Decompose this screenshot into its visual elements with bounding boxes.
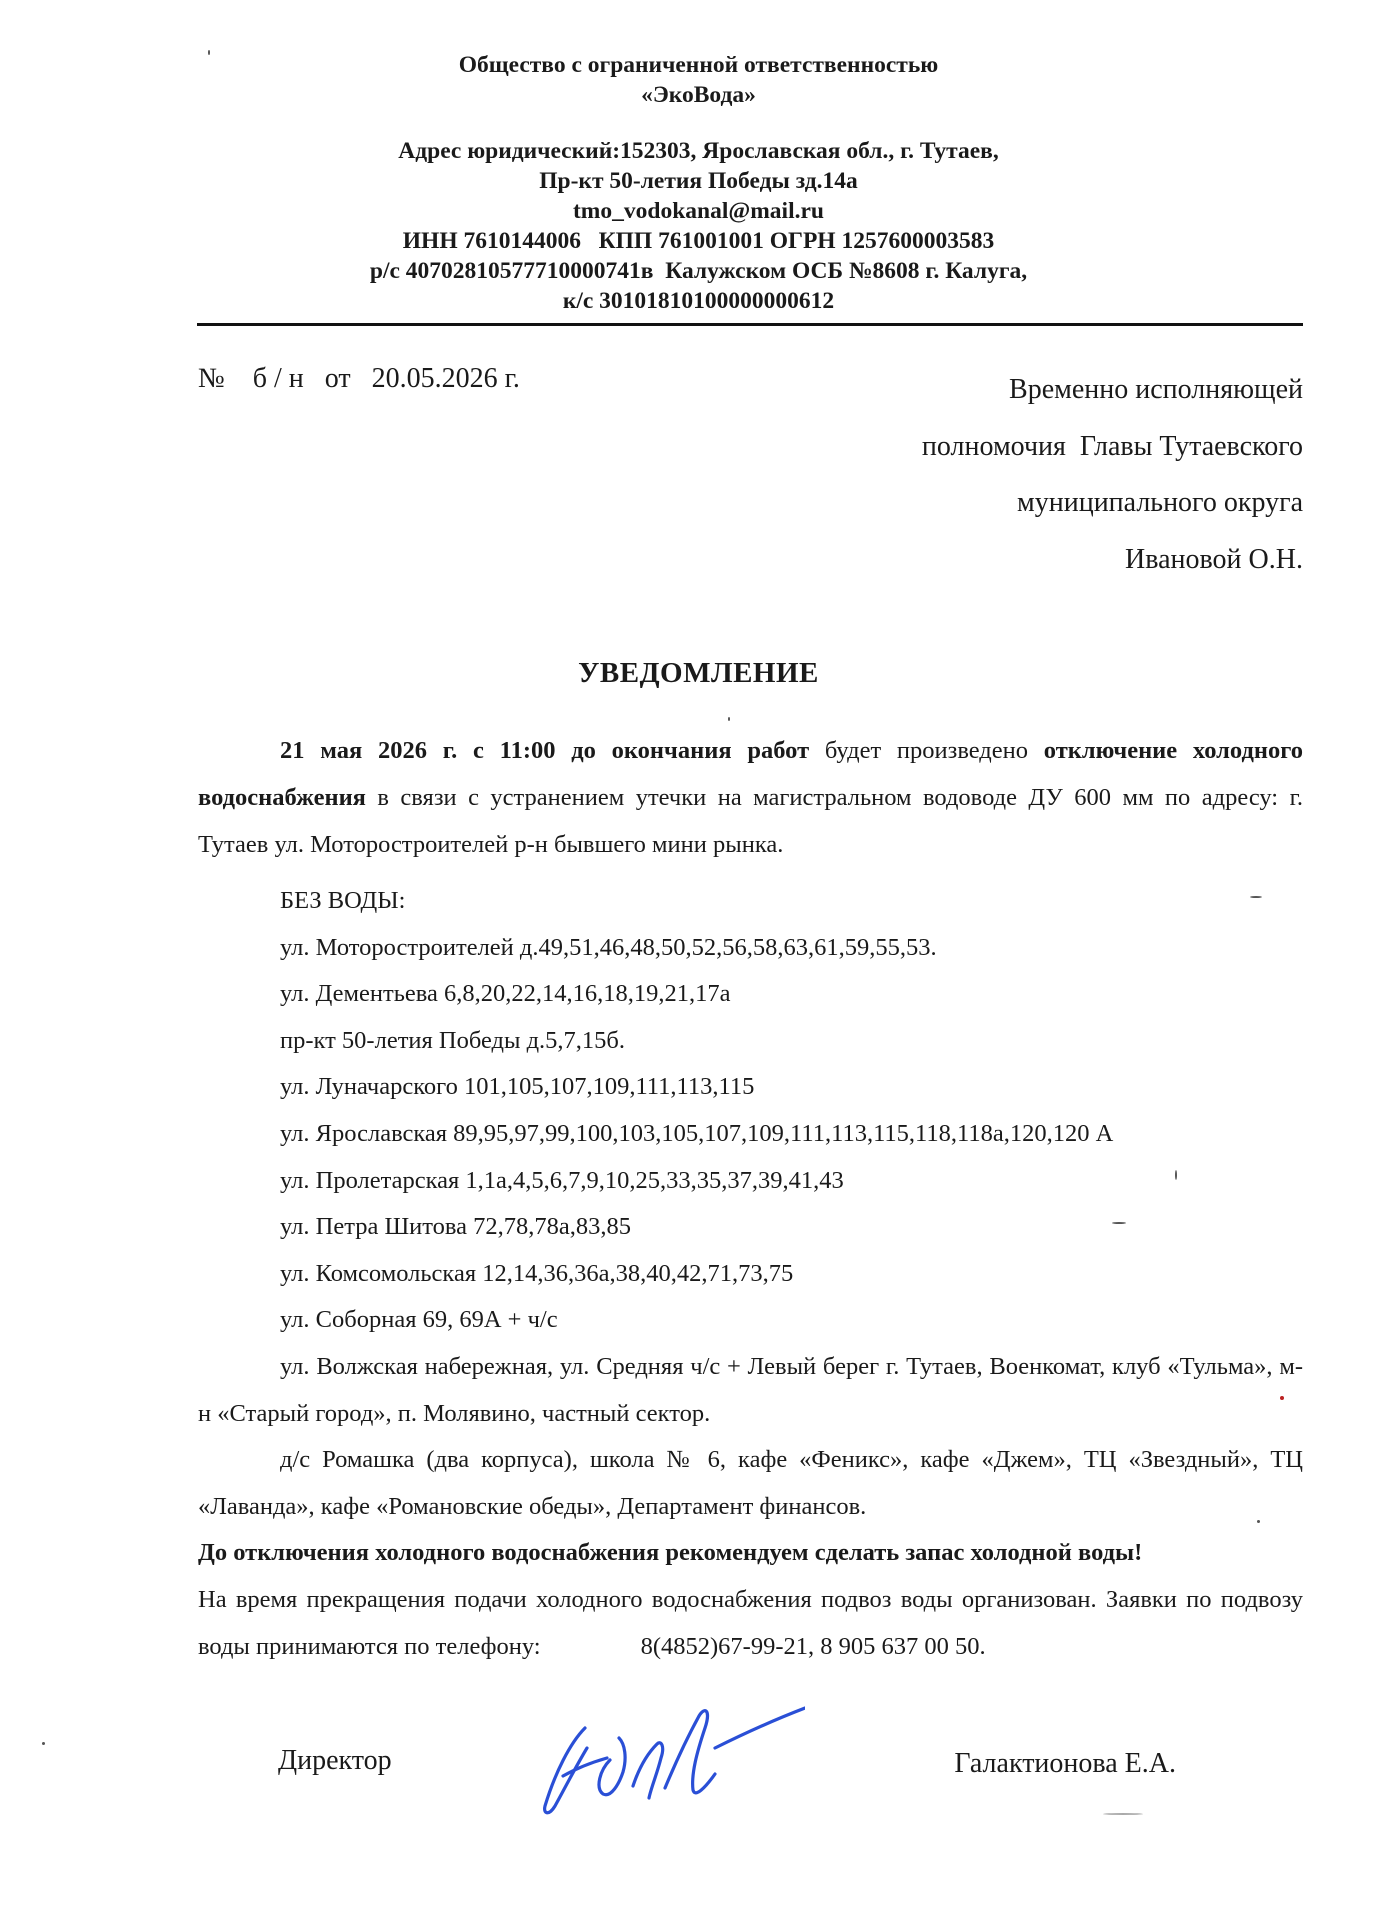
scan-speck bbox=[1257, 1520, 1260, 1523]
addressee-line1: Временно исполняющей bbox=[1009, 374, 1303, 405]
signer-name: Галактионова Е.А. bbox=[954, 1748, 1176, 1779]
outage-date: 21 мая 2026 г. с 11:00 до окончания работ bbox=[280, 737, 810, 764]
document-number: № б / н от 20.05.2026 г. bbox=[198, 363, 520, 394]
scan-speck bbox=[1112, 1222, 1126, 1224]
handwritten-signature bbox=[515, 1688, 805, 1828]
org-name-line1: Общество с ограниченной ответственностью bbox=[458, 52, 939, 78]
scan-speck bbox=[42, 1742, 45, 1745]
legal-address-line1: Адрес юридический:152303, Ярославская обл., г. Тутаев, bbox=[398, 138, 999, 164]
street-item: ул. Комсомольская 12,14,36,36а,38,40,42,71,73,75 bbox=[280, 1259, 794, 1287]
scan-speck bbox=[1280, 1396, 1284, 1400]
phone-numbers: 8(4852)67-99-21, 8 905 637 00 50. bbox=[640, 1632, 986, 1660]
scan-speck bbox=[1175, 1170, 1177, 1180]
street-item: ул. Луначарского 101,105,107,109,111,113,115 bbox=[280, 1073, 755, 1101]
scan-speck bbox=[208, 50, 210, 55]
delivery-paragraph bbox=[198, 1577, 1303, 1670]
street-item: ул. Дементьева 6,8,20,22,14,16,18,19,21,17а bbox=[280, 980, 731, 1008]
street-item: ул. Моторостроителей д.49,51,46,48,50,52,56,58,63,61,59,55,53. bbox=[280, 933, 937, 961]
addressee-block bbox=[922, 362, 1303, 588]
scan-speck bbox=[728, 717, 730, 721]
no-water-heading: БЕЗ ВОДЫ: bbox=[280, 887, 406, 914]
objects-item: д/с Ромашка (два корпуса), школа № 6, кафе «Феникс», кафе «Джем», ТЦ «Звездный», ТЦ «Лаванда», кафе «Романовские обеды», Департамент финансов. bbox=[198, 1446, 1303, 1520]
signer-position: Директор bbox=[278, 1745, 392, 1776]
addressee-line3: муниципального округа bbox=[1017, 487, 1303, 518]
requisites-line1: ИНН 7610144006 КПП 761001001 ОГРН 1257600003583 bbox=[402, 228, 995, 254]
header-divider bbox=[197, 323, 1303, 326]
volga-area-item: ул. Волжская набережная, ул. Средняя ч/с + Левый берег г. Тутаев, Военкомат, клуб «Тульма», м-н «Старый город», п. Молявино, частный сектор. bbox=[198, 1352, 1303, 1427]
street-item: ул. Петра Шитова 72,78,78а,83,85 bbox=[280, 1213, 632, 1241]
letterhead-details bbox=[0, 136, 1397, 316]
scan-speck bbox=[1103, 1813, 1143, 1815]
delivery-text: На время прекращения подачи холодного водоснабжения подвоз воды организован. Заявки по подвозу воды принимаются по телефону: bbox=[198, 1585, 1303, 1660]
affected-list bbox=[198, 878, 1303, 1670]
lead-mid-text: будет произведено bbox=[809, 737, 1044, 764]
document-title: УВЕДОМЛЕНИЕ bbox=[578, 657, 819, 689]
scan-speck bbox=[1250, 896, 1262, 898]
lead-paragraph bbox=[198, 727, 1303, 868]
lead-rest-text: в связи с устранением утечки на магистральном водоводе ДУ 600 мм по адресу: г. Тутаев ул. Моторостроителей р-н бывшего мини рынка. bbox=[198, 784, 1303, 858]
street-item: ул. Пролетарская 1,1а,4,5,6,7,9,10,25,33,35,37,39,41,43 bbox=[280, 1166, 844, 1194]
addressee-line2: полномочия Главы Тутаевского bbox=[921, 430, 1303, 462]
legal-address-line2: Пр-кт 50-летия Победы зд.14а bbox=[539, 168, 858, 194]
requisites-line3: к/с 30101810100000000612 bbox=[562, 288, 835, 314]
recommendation-note: До отключения холодного водоснабжения рекомендуем сделать запас холодной воды! bbox=[198, 1539, 1143, 1567]
letterhead bbox=[0, 50, 1397, 110]
requisites-line2: р/с 40702810577710000741в Калужском ОСБ №8608 г. Калуга, bbox=[369, 258, 1028, 284]
addressee-line4: Ивановой О.Н. bbox=[1125, 543, 1303, 575]
org-name-line2: «ЭкоВода» bbox=[641, 82, 756, 108]
street-item: ул. Соборная 69, 69А + ч/с bbox=[280, 1306, 558, 1334]
street-item: пр-кт 50-летия Победы д.5,7,15б. bbox=[280, 1026, 626, 1054]
outage-action: отключение холодного водоснабжения bbox=[198, 737, 1303, 811]
org-email: tmo_vodokanal@mail.ru bbox=[572, 198, 824, 224]
street-item: ул. Ярославская 89,95,97,99,100,103,105,107,109,111,113,115,118,118а,120,120 А bbox=[280, 1119, 1114, 1147]
